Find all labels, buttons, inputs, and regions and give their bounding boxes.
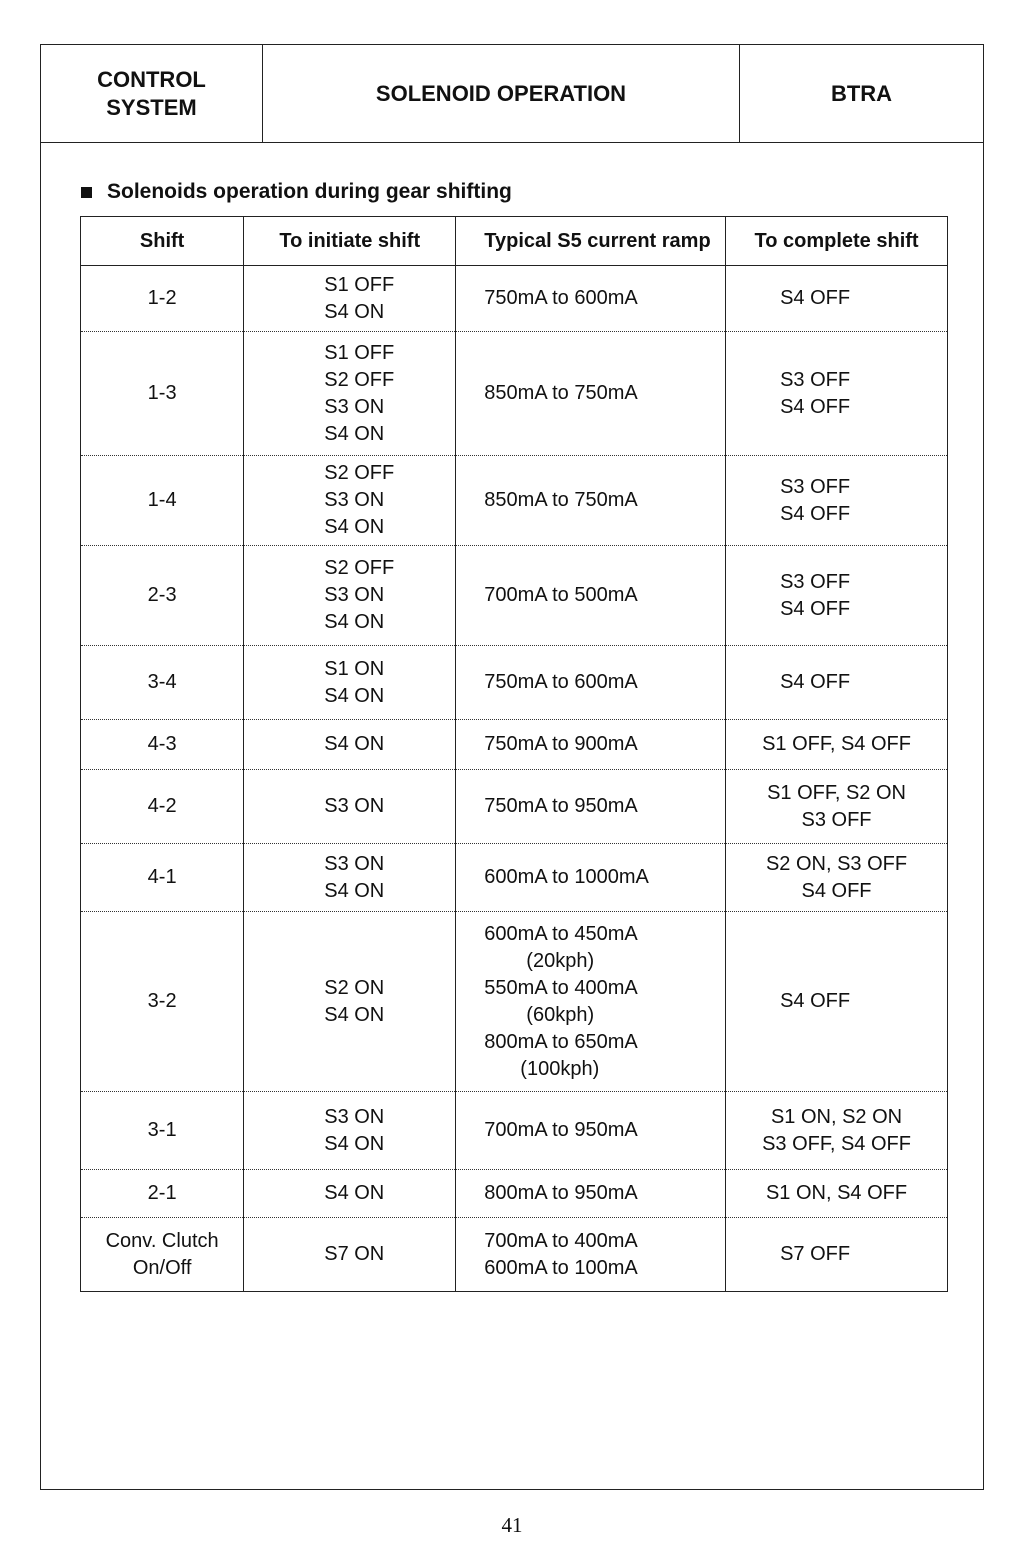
cell-shift-line: 3-4 (147, 671, 177, 693)
section-title: Solenoids operation during gear shifting (107, 180, 512, 203)
table-row (81, 1170, 948, 1218)
cell-ramp-line: 850mA to 750mA (484, 489, 638, 511)
cell-initiate (244, 770, 456, 844)
cell-complete-line: S3 OFF (801, 808, 872, 831)
cell-complete (726, 770, 948, 844)
cell-complete-line: S1 OFF, S2 ON (767, 781, 906, 804)
cell-ramp-line: 750mA to 950mA (484, 795, 638, 817)
cell-complete-line: S3 OFF, S4 OFF (762, 1132, 911, 1155)
cell-initiate-line: S2 OFF (324, 557, 395, 579)
cell-complete-line: S7 OFF (780, 1243, 851, 1265)
cell-initiate-line: S3 ON (324, 1105, 385, 1128)
column-header-initiate: To initiate shift (244, 217, 456, 266)
cell-shift-line: Conv. Clutch (105, 1229, 219, 1252)
cell-ramp-line: 600mA to 1000mA (484, 866, 649, 888)
cell-complete-line: S4 OFF (780, 502, 851, 525)
cell-complete (726, 912, 948, 1092)
cell-shift-line: 2-3 (147, 584, 177, 606)
cell-initiate-line: S3 ON (324, 795, 385, 817)
table-row (81, 1218, 948, 1292)
cell-ramp (456, 1092, 726, 1170)
table-row (81, 332, 948, 456)
cell-initiate-line: S4 ON (324, 1132, 385, 1155)
cell-complete (726, 1218, 948, 1292)
cell-ramp (456, 912, 726, 1092)
cell-complete-line: S4 OFF (780, 597, 851, 620)
cell-shift (81, 266, 244, 332)
cell-ramp (456, 646, 726, 720)
header-left-line-2: SYSTEM (106, 94, 197, 120)
cell-complete (726, 720, 948, 770)
column-header-shift: Shift (81, 217, 244, 266)
cell-shift (81, 546, 244, 646)
cell-complete-line: S4 OFF (801, 879, 872, 902)
cell-initiate-line: S4 ON (324, 733, 385, 755)
cell-shift-line: 3-2 (147, 990, 177, 1012)
table-row (81, 546, 948, 646)
column-header-ramp (456, 217, 726, 266)
cell-initiate-line: S4 ON (324, 684, 385, 707)
cell-ramp-line: 750mA to 900mA (484, 733, 638, 755)
cell-initiate-line: S1 ON (324, 657, 385, 680)
cell-initiate-line: S4 ON (324, 300, 385, 323)
cell-initiate-line: S3 ON (324, 852, 385, 875)
table-row (81, 266, 948, 332)
cell-initiate-line: S3 ON (324, 489, 385, 511)
cell-initiate (244, 720, 456, 770)
cell-complete (726, 266, 948, 332)
cell-complete-line: S1 ON, S4 OFF (765, 1182, 908, 1204)
cell-initiate-line: S4 ON (324, 879, 385, 902)
cell-ramp-line: (100kph) (520, 1057, 600, 1080)
cell-initiate-line: S3 ON (324, 584, 385, 606)
cell-initiate (244, 332, 456, 456)
cell-complete-line: S3 OFF (780, 475, 851, 498)
cell-shift (81, 646, 244, 720)
cell-shift-line: 4-2 (147, 795, 177, 817)
cell-shift (81, 332, 244, 456)
cell-shift (81, 770, 244, 844)
square-bullet-icon (81, 187, 92, 198)
cell-ramp-line: (20kph) (526, 949, 595, 972)
cell-shift-line: On/Off (132, 1256, 192, 1279)
cell-complete-line: S4 OFF (780, 671, 851, 693)
cell-shift-line: 1-2 (147, 287, 177, 309)
cell-initiate-line: S3 ON (324, 395, 385, 418)
cell-initiate-line: S1 OFF (324, 273, 395, 296)
cell-shift-line: 4-3 (147, 733, 177, 755)
table-row (81, 720, 948, 770)
cell-complete (726, 646, 948, 720)
cell-initiate (244, 1170, 456, 1218)
cell-shift (81, 844, 244, 912)
cell-ramp-line: 750mA to 600mA (484, 287, 638, 309)
cell-ramp-line: 550mA to 400mA (484, 976, 638, 999)
column-header-ramp-label: Typical S5 current ramp (484, 229, 711, 252)
cell-initiate (244, 646, 456, 720)
column-header-complete: To complete shift (726, 217, 948, 266)
cell-shift-line: 3-1 (147, 1119, 177, 1141)
cell-ramp-line: 600mA to 450mA (484, 922, 638, 945)
cell-ramp-line: 800mA to 650mA (484, 1030, 638, 1053)
cell-initiate-line: S7 ON (324, 1243, 385, 1265)
cell-initiate (244, 1092, 456, 1170)
table-row (81, 912, 948, 1092)
section-heading (81, 180, 512, 204)
cell-complete (726, 1170, 948, 1218)
cell-ramp-line: 750mA to 600mA (484, 671, 638, 693)
cell-complete (726, 332, 948, 456)
cell-shift (81, 1170, 244, 1218)
cell-initiate-line: S4 ON (324, 422, 385, 445)
table-header-row (81, 217, 948, 266)
cell-initiate-line: S4 ON (324, 516, 385, 538)
cell-shift (81, 1218, 244, 1292)
cell-ramp (456, 720, 726, 770)
cell-initiate-line: S4 ON (324, 1003, 385, 1026)
cell-complete (726, 456, 948, 546)
cell-initiate-line: S2 OFF (324, 368, 395, 391)
cell-initiate-line: S1 OFF (324, 341, 395, 364)
cell-complete-line: S1 OFF, S4 OFF (762, 733, 911, 755)
cell-shift (81, 720, 244, 770)
header-left-line-1: CONTROL (97, 66, 206, 92)
cell-complete-line: S4 OFF (780, 990, 851, 1012)
cell-complete-line: S4 OFF (780, 395, 851, 418)
cell-ramp-line: 700mA to 500mA (484, 584, 638, 606)
solenoid-table (80, 216, 948, 1292)
cell-shift-line: 1-3 (147, 382, 177, 404)
cell-initiate (244, 546, 456, 646)
cell-initiate (244, 266, 456, 332)
cell-complete-line: S4 OFF (780, 287, 851, 309)
table-body (81, 266, 948, 1292)
cell-ramp (456, 266, 726, 332)
cell-initiate (244, 844, 456, 912)
header-brand: BTRA (830, 80, 893, 106)
cell-ramp (456, 844, 726, 912)
cell-complete (726, 546, 948, 646)
cell-complete-line: S2 ON, S3 OFF (765, 852, 908, 875)
cell-ramp-line: 700mA to 400mA (484, 1229, 638, 1252)
cell-ramp-line: 600mA to 100mA (484, 1256, 638, 1279)
cell-ramp (456, 332, 726, 456)
cell-complete-line: S3 OFF (780, 570, 851, 593)
cell-ramp (456, 1218, 726, 1292)
table-row (81, 646, 948, 720)
page-frame (40, 44, 984, 1490)
cell-complete (726, 1092, 948, 1170)
table-row (81, 770, 948, 844)
cell-ramp (456, 770, 726, 844)
cell-initiate-line: S2 ON (324, 976, 385, 999)
header-title: SOLENOID OPERATION (263, 45, 740, 142)
cell-shift-line: 1-4 (147, 489, 177, 511)
cell-complete-line: S3 OFF (780, 368, 851, 391)
header-bar (41, 45, 983, 143)
cell-complete (726, 844, 948, 912)
cell-ramp (456, 546, 726, 646)
cell-shift-line: 4-1 (147, 866, 177, 888)
cell-initiate (244, 456, 456, 546)
cell-shift (81, 456, 244, 546)
cell-ramp-line: 850mA to 750mA (484, 382, 638, 404)
header-control-system (41, 45, 263, 142)
cell-ramp (456, 1170, 726, 1218)
cell-ramp-line: 800mA to 950mA (484, 1182, 638, 1204)
cell-initiate (244, 912, 456, 1092)
cell-initiate (244, 1218, 456, 1292)
table-row (81, 456, 948, 546)
page-number: 41 (501, 1513, 523, 1537)
cell-shift-line: 2-1 (147, 1182, 177, 1204)
table-row (81, 844, 948, 912)
cell-ramp (456, 456, 726, 546)
cell-ramp-line: 700mA to 950mA (484, 1119, 638, 1141)
cell-shift (81, 912, 244, 1092)
cell-initiate-line: S4 ON (324, 1182, 385, 1204)
cell-complete-line: S1 ON, S2 ON (770, 1105, 903, 1128)
cell-initiate-line: S4 ON (324, 611, 385, 633)
cell-initiate-line: S2 OFF (324, 462, 395, 484)
cell-shift (81, 1092, 244, 1170)
table-row (81, 1092, 948, 1170)
cell-ramp-line: (60kph) (526, 1003, 595, 1026)
